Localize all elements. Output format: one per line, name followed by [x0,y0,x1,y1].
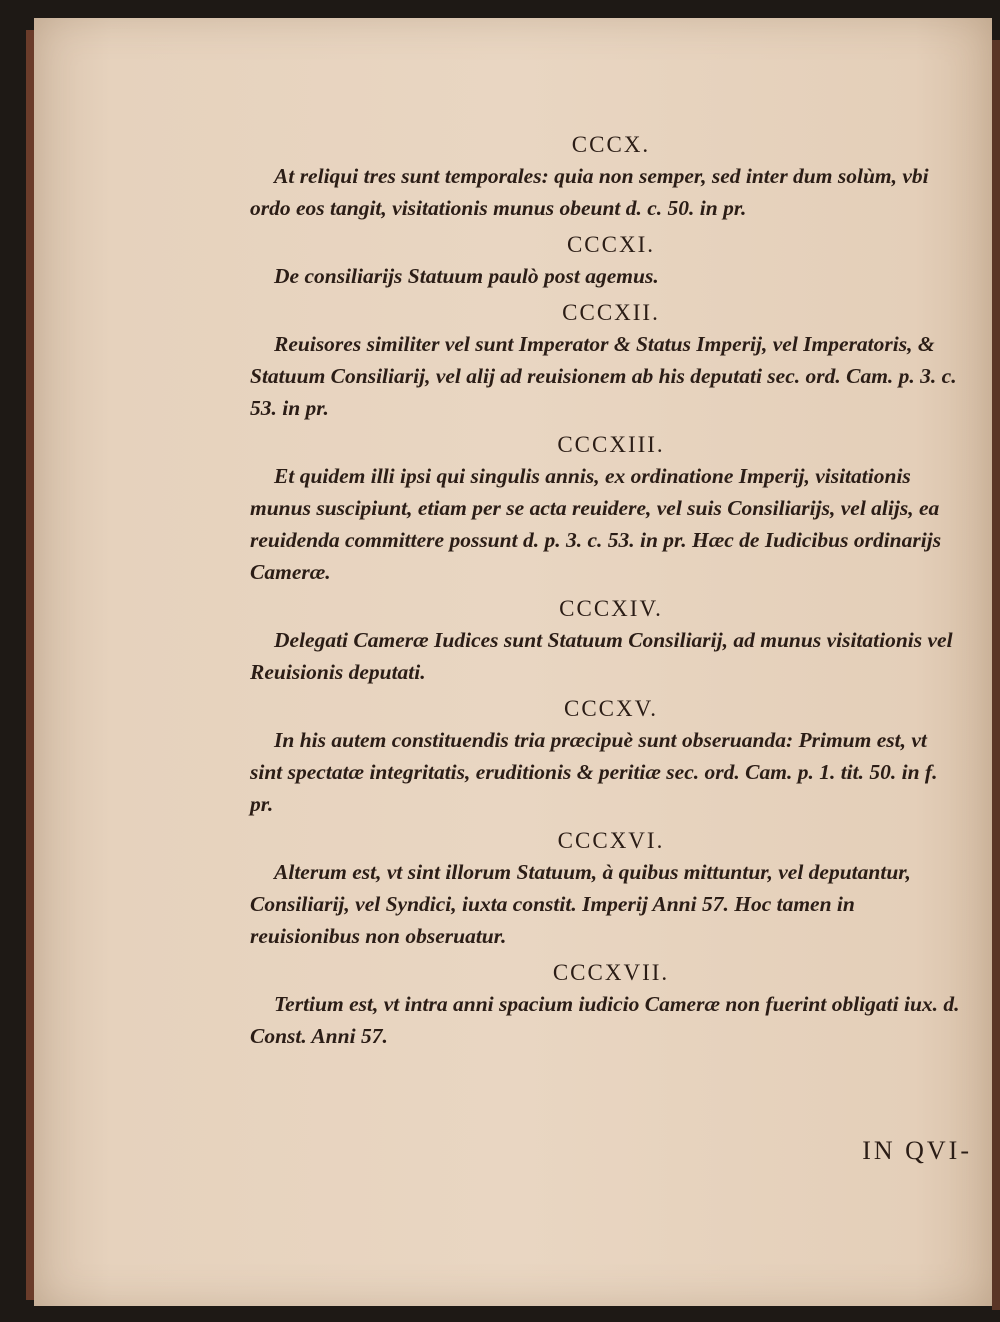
section-paragraph: De consiliarijs Statuum paulò post agemus. [274,264,659,288]
section-cccx [250,130,962,224]
section-cccxv [250,694,962,820]
section-heading: CCCXIV. [559,596,663,621]
section-paragraph: Delegati Cameræ Iudices sunt Statuum Consiliarij, ad munus visitationis vel Reuisionis deputati. [250,628,953,684]
section-cccxiv [250,594,962,688]
section-cccxvii [250,958,962,1052]
section-heading: CCCXVI. [557,828,665,853]
section-cccxi [250,230,962,292]
section-paragraph: Et quidem illi ipsi qui singulis annis, ex ordinatione Imperij, visitationis munus suscipiunt, etiam per se acta reuidere, vel suis Consiliarijs, vel alijs, ea reuidenda committere possunt d. p. 3. c. 53. in pr. Hæc de Iudicibus ordinarijs Cameræ. [250,464,942,584]
book-binding-right-edge [992,40,1000,1310]
section-paragraph: At reliqui tres sunt temporales: quia non semper, sed inter dum solùm, vbi ordo eos tangit, visitationis munus obeunt d. c. 50. in pr. [250,164,929,220]
section-cccxvi [250,826,962,952]
section-cccxiii [250,430,962,588]
section-heading: CCCX. [571,132,651,157]
section-paragraph: Alterum est, vt sint illorum Statuum, à quibus mittuntur, vel deputantur, Consiliarij, vel Syndici, iuxta constit. Imperij Anni 57. Hoc tamen in reuisionibus non obseruatur. [250,860,911,948]
section-paragraph: Reuisores similiter vel sunt Imperator & Status Imperij, vel Imperatoris, & Statuum Consiliarij, vel alij ad reuisionem ab his deputati sec. ord. Cam. p. 3. c. 53. in pr. [250,332,957,420]
section-heading: CCCXII. [562,300,660,325]
section-cccxii [250,298,962,424]
section-paragraph: In his autem constituendis tria præcipuè sunt obseruanda: Primum est, vt sint spectatæ integritatis, eruditionis & peritiæ sec. ord. Cam. p. 1. tit. 50. in f. pr. [250,728,938,816]
section-paragraph: Tertium est, vt intra anni spacium iudicio Cameræ non fuerint obligati iux. d. Const. Anni 57. [250,992,960,1048]
page-body [250,130,962,1058]
section-heading: CCCXIII. [557,432,665,457]
catchword: IN QVI- [862,1136,972,1165]
section-heading: CCCXV. [563,696,659,721]
section-heading: CCCXI. [566,232,656,257]
section-heading: CCCXVII. [552,960,670,985]
